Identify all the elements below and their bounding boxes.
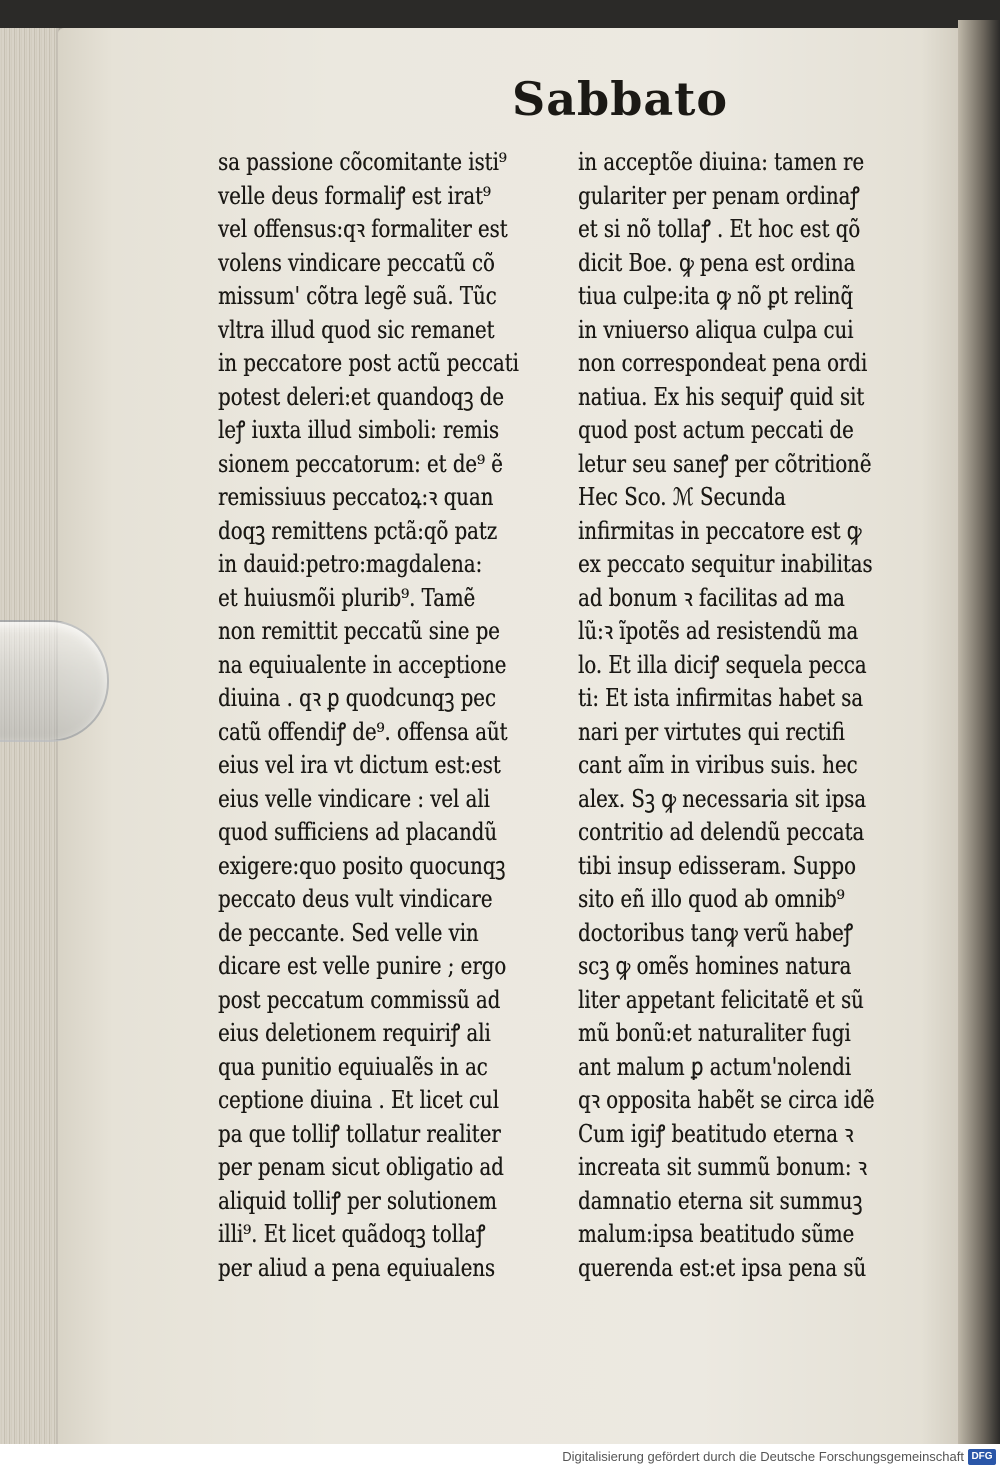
left-column-line: vel offensus:qꝛ formaliter est <box>218 215 508 243</box>
left-column <box>218 146 519 1285</box>
right-column-line: increata sit summũ bonum: ꝛ <box>578 1153 867 1181</box>
right-column-line: tiua culpe:ita ꝙ nõ ꝑt relinq̃ <box>578 282 853 310</box>
right-column-line: dicit Boe. ꝙ pena est ordina <box>578 248 856 277</box>
left-column-line: aliquid tolliꝭ per solutionem <box>218 1186 497 1215</box>
left-column-line: per aliud a pena equiualens <box>218 1253 495 1282</box>
right-column-line: et si nõ tollaꝭ . Et hoc est qõ <box>578 215 861 243</box>
right-column-line: natiua. Ex his sequiꝭ quid sit <box>578 382 865 411</box>
left-column-line: exigere:quo posito quocunqꝫ <box>218 851 506 880</box>
right-column-line: letur seu saneꝭ per cõtritionẽ <box>578 449 872 478</box>
right-column-line: malum:ipsa beatitudo sũme <box>578 1220 855 1248</box>
left-column-line: post peccatum commissũ ad <box>218 985 501 1014</box>
left-column-line: qua punitio equiualẽs in ac <box>218 1052 488 1081</box>
right-column-line: doctoribus tanꝙ verũ habeꝭ <box>578 918 853 947</box>
left-column-line: leꝭ iuxta illud simboli: remis <box>218 416 499 444</box>
right-column-line: sito eñ illo quod ab omnib⁹ <box>578 885 845 913</box>
left-column-line: vltra illud quod sic remanet <box>218 315 495 344</box>
left-column-line: quod sufficiens ad placandũ <box>218 818 497 846</box>
right-column-line: tibi insup edisseram. Suppo <box>578 851 856 880</box>
left-column-line: volens vindicare peccatũ cõ <box>218 248 495 277</box>
right-column-line: Hec Sco. ℳ Secunda <box>578 483 786 511</box>
right-column <box>578 146 874 1285</box>
left-column-line: remissiuus peccatoꝝ:ꝛ quan <box>218 483 494 511</box>
right-column-line: infirmitas in peccatore est ꝙ <box>578 516 862 545</box>
right-column-line: non correspondeat pena ordi <box>578 349 868 377</box>
left-column-line: velle deus formaliꝭ est irat⁹ <box>218 181 491 210</box>
left-column-line: pa que tolliꝭ tollatur realiter <box>218 1119 501 1148</box>
right-column-line: cant aĩm in viribus suis. hec <box>578 751 858 779</box>
left-column-line: in peccatore post actũ peccati <box>218 349 519 377</box>
right-column-line: in vniuerso aliqua culpa cui <box>578 315 854 344</box>
binding-shadow <box>958 20 1000 1444</box>
right-column-line: gulariter per penam ordinaꝭ <box>578 181 860 210</box>
right-column-line: damnatio eterna sit summuꝫ <box>578 1186 863 1215</box>
left-column-line: missum' cõtra legẽ suã. Tũc <box>218 282 497 310</box>
right-column-line: ti: Et ista infirmitas habet sa <box>578 684 864 712</box>
right-column-line: scꝫ ꝙ omẽs homines natura <box>578 952 852 980</box>
right-column-line: ad bonum ꝛ facilitas ad ma <box>578 583 845 612</box>
right-column-line: nari per virtutes qui rectifi <box>578 717 845 746</box>
left-column-line: eius deletionem requiriꝭ ali <box>218 1019 491 1047</box>
left-column-line: dicare est velle punire ; ergo <box>218 952 507 980</box>
left-column-line: de peccante. Sed velle vin <box>218 918 479 947</box>
right-column-line: ex peccato sequitur inabilitas <box>578 550 873 578</box>
left-column-line: sionem peccatorum: et de⁹ ẽ <box>218 449 503 478</box>
right-column-line: mũ bonũ:et naturaliter fugi <box>578 1019 851 1047</box>
dfg-logo: DFG <box>968 1449 996 1465</box>
right-column-line: lũ:ꝛ ĩpotẽs ad resistendũ ma <box>578 617 859 645</box>
left-column-line: ceptione diuina . Et licet cul <box>218 1086 499 1114</box>
left-column-line: non remittit peccatũ sine pe <box>218 617 500 645</box>
left-column-line: peccato deus vult vindicare <box>218 885 493 913</box>
right-column-line: liter appetant felicitatẽ et sũ <box>578 985 864 1014</box>
left-column-line: in dauid:petro:magdalena: <box>218 550 483 578</box>
left-column-line: eius velle vindicare : vel ali <box>218 784 490 813</box>
footer-bar <box>0 1444 1000 1472</box>
left-column-line: doqꝫ remittens pctã:qõ patz <box>218 516 498 545</box>
left-column-line: catũ offendiꝭ de⁹. offensa aũt <box>218 717 508 746</box>
right-column-line: querenda est:et ipsa pena sũ <box>578 1253 866 1282</box>
left-column-line: na equiualente in acceptione <box>218 650 507 679</box>
left-column-line: et huiusmõi plurib⁹. Tamẽ <box>218 583 476 612</box>
running-head: Sabbato <box>512 72 729 126</box>
left-column-line: diuina . qꝛ ꝑ quodcunqꝫ pec <box>218 684 496 712</box>
right-column-line: quod post actum peccati de <box>578 416 854 444</box>
right-column-line: ant malum ꝑ actum'nolendi <box>578 1052 852 1081</box>
left-column-line: illi⁹. Et licet quãdoqꝫ tollaꝭ <box>218 1220 486 1248</box>
left-column-line: potest deleri:et quandoqꝫ de <box>218 382 504 411</box>
left-column-line: eius vel ira vt dictum est:est <box>218 751 501 779</box>
right-column-line: in acceptõe diuina: tamen re <box>578 148 865 176</box>
right-column-line: alex. Sꝫ ꝙ necessaria sit ipsa <box>578 784 867 813</box>
funding-credit: Digitalisierung gefördert durch die Deutsche Forschungsgemeinschaft <box>562 1449 964 1464</box>
left-column-line: per penam sicut obligatio ad <box>218 1153 504 1181</box>
right-column-line: qꝛ opposita habẽt se circa idẽ <box>578 1086 875 1114</box>
right-column-line: Cum igiꝭ beatitudo eterna ꝛ <box>578 1119 854 1148</box>
right-column-line: contritio ad delendũ peccata <box>578 818 865 846</box>
left-column-line: sa passione cõcomitante isti⁹ <box>218 148 507 176</box>
right-column-line: lo. Et illa diciꝭ sequela pecca <box>578 650 867 679</box>
